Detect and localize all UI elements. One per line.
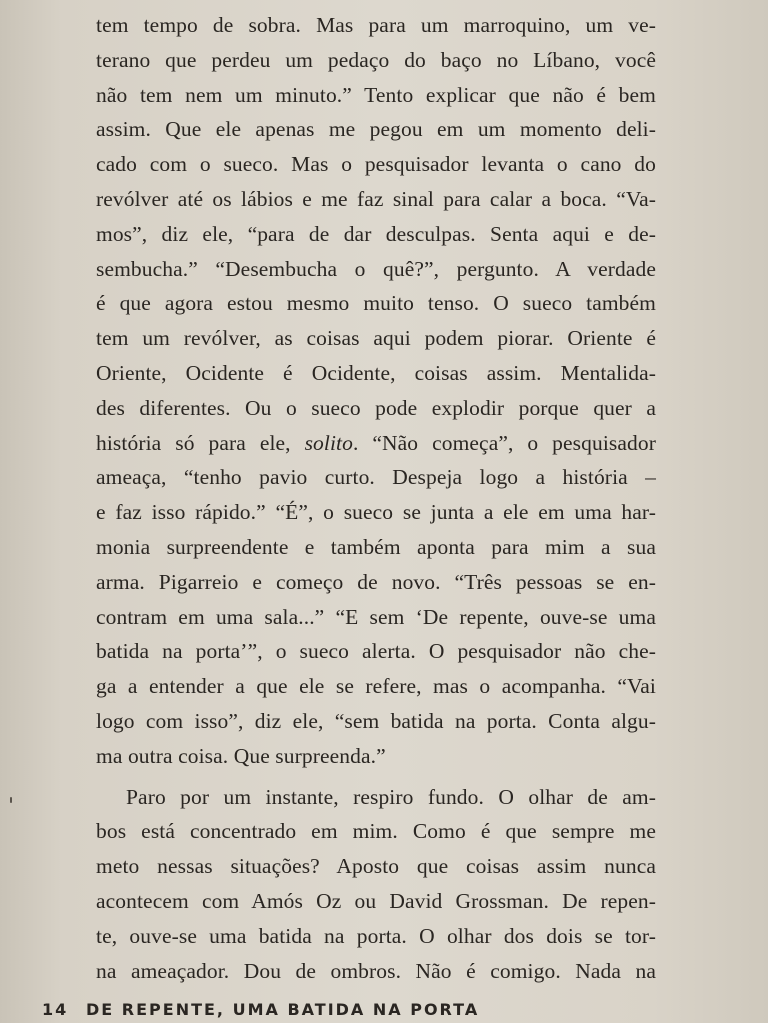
text-line: batida na porta’”, o sueco alerta. O pesquisador não che- [96,639,656,664]
text-line: na ameaçador. Dou de ombros. Não é comigo. Nada na [96,958,656,983]
text-line: revólver até os lábios e me faz sinal para calar a boca. “Va- [96,186,656,211]
text-line: história só para ele, solito. “Não começa”, o pesquisador [96,430,656,455]
text-line: cado com o sueco. Mas o pesquisador levanta o cano do [96,152,656,177]
margin-speck [10,797,12,803]
text-line: bos está concentrado em mim. Como é que sempre me [96,819,656,844]
text-line: logo com isso”, diz ele, “sem batida na porta. Conta algu- [96,708,656,733]
page-footer [42,1000,682,1023]
text-line: tem um revólver, as coisas aqui podem piorar. Oriente é [96,326,656,351]
paragraph-1 [96,8,656,774]
text-line: arma. Pigarreio e começo de novo. “Três pessoas se en- [96,569,656,594]
text-line: não tem nem um minuto.” Tento explicar que não é bem [96,82,656,107]
text-line: Paro por um instante, respiro fundo. O olhar de am- [126,784,656,809]
text-line: ga a entender a que ele se refere, mas o acompanha. “Vai [96,674,656,699]
text-line: ma outra coisa. Que surpreenda.” [96,743,386,768]
text-line: ameaça, “tenho pavio curto. Despeja logo a história – [96,465,656,490]
text-line: Oriente, Ocidente é Ocidente, coisas assim. Mentalida- [96,360,656,385]
text-line: terano que perdeu um pedaço do baço no Líbano, você [96,47,656,72]
text-line: e faz isso rápido.” “É”, o sueco se junta a ele em uma har- [96,500,656,525]
text-line: sembucha.” “Desembucha o quê?”, pergunto. A verdade [96,256,656,281]
text-line: te, ouve-se uma batida na porta. O olhar dos dois se tor- [96,923,656,948]
text-line: monia surpreendente e também aponta para mim a sua [96,534,656,559]
text-line: é que agora estou mesmo muito tenso. O sueco também [96,291,656,316]
text-line: meto nessas situações? Aposto que coisas assim nunca [96,854,656,879]
text-line: tem tempo de sobra. Mas para um marroquino, um ve- [96,13,656,37]
text-line: acontecem com Amós Oz ou David Grossman. De repen- [96,888,656,913]
body-text [96,8,656,988]
text-line: des diferentes. Ou o sueco pode explodir porque quer a [96,395,656,420]
text-line: mos”, diz ele, “para de dar desculpas. Senta aqui e de- [96,221,656,246]
paragraph-2 [96,780,656,989]
running-title: DE REPENTE, UMA BATIDA NA PORTA [86,1000,480,1019]
page-number: 14 [42,1000,69,1019]
text-line: contram em uma sala...” “E sem ‘De repente, ouve-se uma [96,604,656,629]
text-line: assim. Que ele apenas me pegou em um momento deli- [96,117,656,142]
